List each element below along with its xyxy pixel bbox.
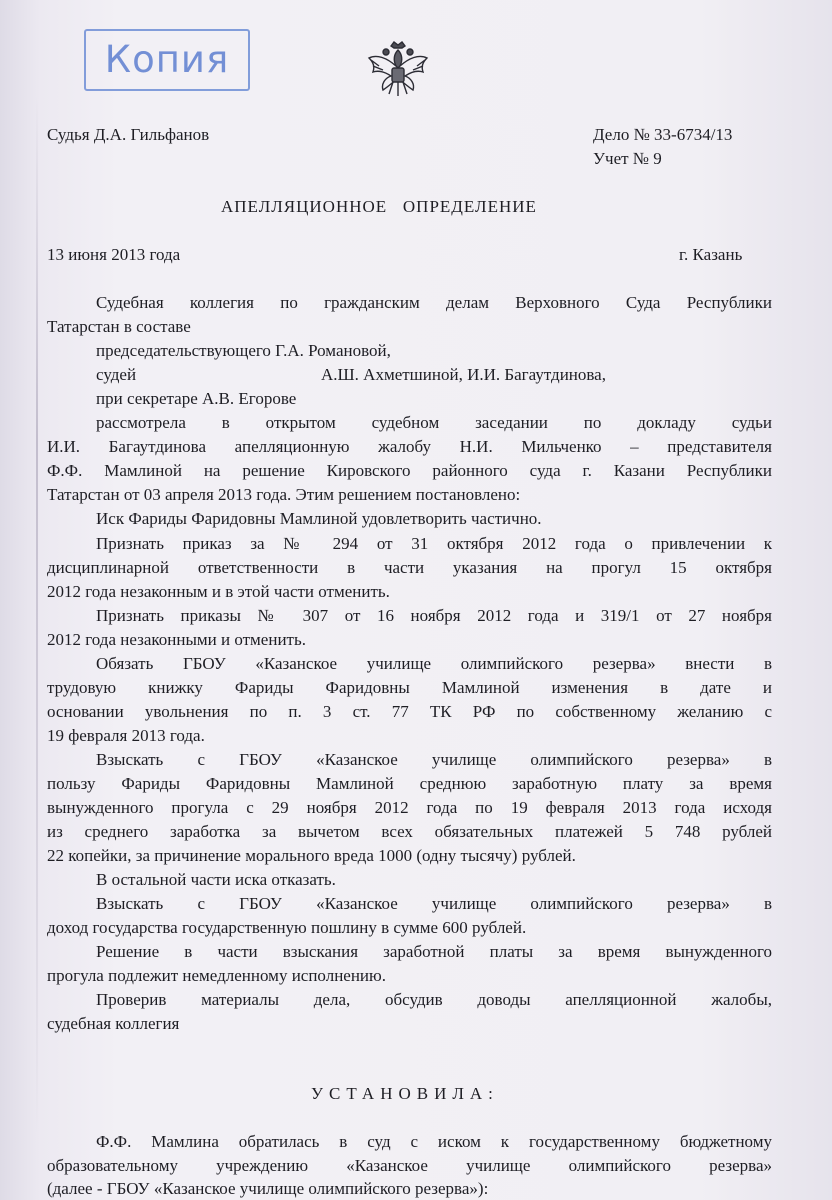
paragraph-line: Иск Фариды Фаридовны Мамлиной удовлетворить частично. bbox=[96, 509, 542, 528]
paragraph-line: из среднего заработка за вычетом всех обязательных платежей 5 748 рублей bbox=[47, 822, 772, 841]
paragraph-line: прогула подлежит немедленному исполнению. bbox=[47, 966, 386, 985]
paragraph-line: Проверив материалы дела, обсудив доводы апелляционной жалобы, bbox=[96, 990, 772, 1009]
judge-name: Судья Д.А. Гильфанов bbox=[47, 125, 210, 144]
paragraph-line: председательствующего Г.А. Романовой, bbox=[96, 341, 391, 360]
paragraph-line: 22 копейки, за причинение морального вреда 1000 (одну тысячу) рублей. bbox=[47, 846, 576, 865]
decision-city: г. Казань bbox=[679, 245, 743, 264]
paragraph-line: 2012 года незаконными и отменить. bbox=[47, 630, 306, 649]
paragraph-line: Взыскать с ГБОУ «Казанское училище олимпийского резерва» в bbox=[96, 894, 772, 913]
paragraph-line: Ф.Ф. Мамлиной на решение Кировского районного суда г. Казани Республики bbox=[47, 461, 772, 480]
paragraph-line: вынужденного прогула с 29 ноября 2012 года по 19 февраля 2013 года исходя bbox=[47, 798, 772, 817]
case-number: Дело № 33-6734/13 bbox=[593, 125, 733, 144]
paragraph-line: Судебная коллегия по гражданским делам Верховного Суда Республики bbox=[96, 293, 772, 312]
paragraph-line: образовательному учреждению «Казанское училище олимпийского резерва» bbox=[47, 1156, 772, 1175]
paragraph-line: Взыскать с ГБОУ «Казанское училище олимпийского резерва» в bbox=[96, 750, 772, 769]
page-fold bbox=[36, 95, 38, 1135]
paragraph-line: Ф.Ф. Мамлина обратилась в суд с иском к государственному бюджетному bbox=[96, 1132, 772, 1151]
paragraph-line: Татарстан от 03 апреля 2013 года. Этим решением постановлено: bbox=[47, 485, 521, 504]
decision-date: 13 июня 2013 года bbox=[47, 245, 181, 264]
paragraph-line: судебная коллегия bbox=[47, 1014, 180, 1033]
paragraph-line: судей bbox=[96, 365, 137, 384]
paragraph-line: В остальной части иска отказать. bbox=[96, 870, 336, 889]
coat-of-arms-icon bbox=[363, 36, 433, 102]
section-heading: УСТАНОВИЛА: bbox=[311, 1084, 499, 1103]
paragraph-line: 2012 года незаконным и в этой части отменить. bbox=[47, 582, 390, 601]
paragraph-line: трудовую книжку Фариды Фаридовны Мамлиной изменения в дате и bbox=[47, 678, 772, 697]
paragraph-line: дисциплинарной ответственности в части указания на прогул 15 октября bbox=[47, 558, 772, 577]
paragraph-line: 19 февраля 2013 года. bbox=[47, 726, 205, 745]
copy-stamp: Копия bbox=[84, 29, 250, 91]
document-title: АПЕЛЛЯЦИОННОЕ ОПРЕДЕЛЕНИЕ bbox=[221, 197, 537, 216]
paragraph-line: Решение в части взыскания заработной платы за время вынужденного bbox=[96, 942, 772, 961]
paragraph-line: пользу Фариды Фаридовны Мамлиной среднюю заработную плату за время bbox=[47, 774, 772, 793]
paragraph-line: основании увольнения по п. 3 ст. 77 ТК РФ по собственному желанию с bbox=[47, 702, 772, 721]
paragraph-line: Признать приказ за № 294 от 31 октября 2012 года о привлечении к bbox=[96, 534, 772, 553]
paragraph-line: рассмотрела в открытом судебном заседании по докладу судьи bbox=[96, 413, 772, 432]
record-number: Учет № 9 bbox=[593, 149, 662, 168]
paragraph-line: А.Ш. Ахметшиной, И.И. Багаутдинова, bbox=[321, 365, 606, 384]
paragraph-line: (далее - ГБОУ «Казанское училище олимпийского резерва»): bbox=[47, 1179, 489, 1198]
paragraph-line: при секретаре А.В. Егорове bbox=[96, 389, 297, 408]
paragraph-line: Обязать ГБОУ «Казанское училище олимпийского резерва» внести в bbox=[96, 654, 772, 673]
paragraph-line: Признать приказы № 307 от 16 ноября 2012 года и 319/1 от 27 ноября bbox=[96, 606, 772, 625]
paragraph-line: доход государства государственную пошлину в сумме 600 рублей. bbox=[47, 918, 527, 937]
paragraph-line: И.И. Багаутдинова апелляционную жалобу Н.И. Мильченко – представителя bbox=[47, 437, 772, 456]
paragraph-line: Татарстан в составе bbox=[47, 317, 191, 336]
